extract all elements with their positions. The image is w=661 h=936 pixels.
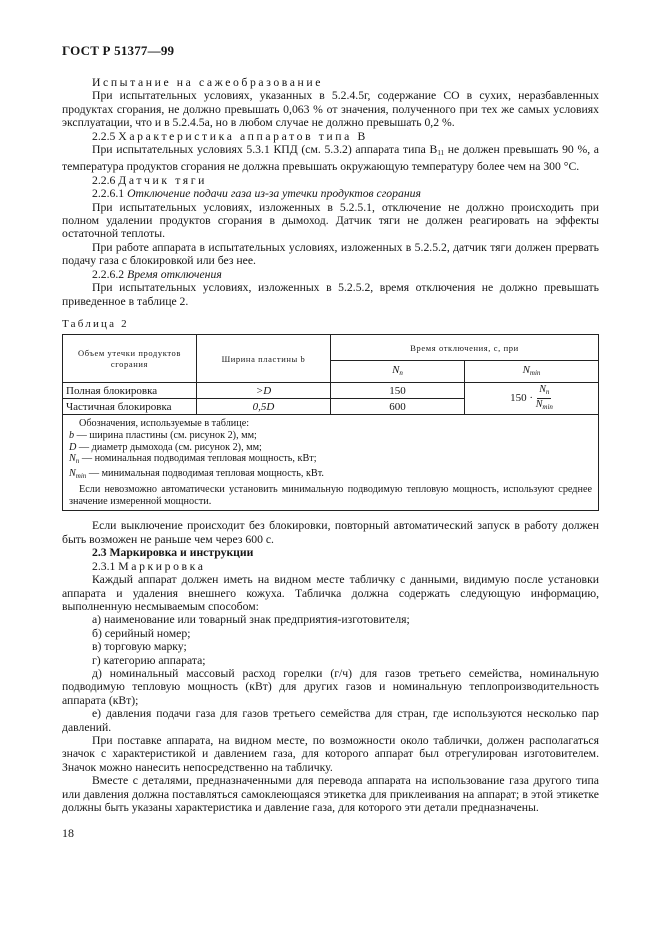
section-number: 2.2.6 <box>92 173 116 187</box>
subheader-nominal <box>331 361 465 383</box>
section-2-3-heading: 2.3 Маркировка и инструкции <box>92 546 254 560</box>
formula-coefficient: 150 · <box>510 392 533 405</box>
list-item-b: б) серийный номер; <box>92 626 191 640</box>
soot-heading: Испытание на сажеобразование <box>92 76 324 89</box>
symbol: D <box>69 441 77 453</box>
section-2-2-6-2-paragraph: При испытательных условиях, изложенных в 5.2.5.2, время отключения не должно превышать приведенное в таблице 2. <box>62 281 599 308</box>
table-caption: Таблица 2 <box>62 317 129 330</box>
row-plate-width: 0,5D <box>197 399 331 415</box>
note-n <box>69 453 592 468</box>
symbol: N <box>539 384 546 396</box>
fraction-numerator <box>537 384 551 399</box>
section-number: 2.3.1 <box>92 559 116 573</box>
fraction-denominator <box>536 399 553 413</box>
text-part: не должен превышать 90 %, а температура продуктов сгорания не должна превышать окружающую температуру более чем на 300 °C. <box>62 143 599 174</box>
row-label: Полная блокировка <box>63 383 197 399</box>
section-title: Характеристика аппаратов типа В <box>118 129 368 143</box>
note-text: — номинальная подводимая тепловая мощность, кВт; <box>79 453 317 465</box>
section-2-3-1-heading <box>62 560 599 573</box>
section-2-2-5-paragraph <box>62 143 599 174</box>
list-item-a: а) наименование или товарный знак предприятия-изготовителя; <box>92 613 410 627</box>
section-2-2-6-heading <box>62 174 599 187</box>
row-plate-width: >D <box>197 383 331 399</box>
list-item-v: в) торговую марку; <box>92 640 187 654</box>
column-header-leak-volume: Объем утечки продуктов сгорания <box>63 335 197 383</box>
subscript: 11 <box>437 149 445 158</box>
section-2-3-1-paragraph: Каждый аппарат должен иметь на видном месте табличку с данными, видимую после установки аппарата и удаления внешнего кожуха. Табличка должна содержать следующую информацию, выполненную несмываемым способом: <box>62 573 599 613</box>
note-text: — минимальная подводимая тепловая мощность, кВт. <box>86 467 324 479</box>
section-2-2-6-1-paragraph-2: При работе аппарата в испытательных условиях, изложенных в 5.2.5.2, датчик тяги должен прервать подачу газа с блокировкой или без нее. <box>62 240 599 268</box>
section-2-2-6-1-paragraph: При испытательных условиях, изложенных в 5.2.5.1, отключение не должно происходить при полном удалении продуктов сгорания в дымоход. Датчик тяги не должен реагировать на эффекты остаточной теплоты. <box>62 200 599 241</box>
list-item-e: е) давления подачи газа для газов третьего семейства для стран, где используются несколько пар давлений. <box>62 707 599 734</box>
symbol: N <box>522 364 530 377</box>
section-title: Датчик тяги <box>118 173 207 187</box>
delivery-paragraph: При поставке аппарата, на видном месте, по возможности около таблички, должен располагаться значок с характеристикой и давлением газа, для которого аппарат был отрегулирован изготовителем. Значок можно нанесить непосредственно на табличку. <box>62 733 599 774</box>
formula-fraction <box>536 384 553 413</box>
restart-paragraph: Если выключение происходит без блокировки, повторный автоматический запуск в работу должен быть возможен не раньше чем через 600 с. <box>62 519 599 546</box>
list-item-d: д) номинальный массовый расход горелки (г/ч) для газов третьего семейства, номинальную подводимую тепловую мощность (кВт) для других газов и номинальную теплопроизводительность аппарата (кВт); <box>62 666 599 707</box>
section-2-2-5-heading <box>62 130 599 143</box>
subscript: min <box>542 403 553 412</box>
section-2-2-6-2-heading <box>62 268 599 281</box>
row-label: Частичная блокировка <box>63 399 197 415</box>
row-time: 150 <box>331 383 465 399</box>
soot-paragraph: При испытательных условиях, указанных в 5.2.4.5г, содержание CO в сухих, неразбавленных продуктах сгорания, не должно превышать 0,063 % от значения, полученного при тех же самых условиях эксплуатации, что и в 5.2.4.5а, но в любом случае не должно превышать 0,2 %. <box>62 89 599 130</box>
column-header-shutoff-time: Время отключения, с, при <box>331 335 599 361</box>
section-title: Время отключения <box>127 267 222 281</box>
symbol: N <box>392 364 400 377</box>
note-text: — диаметр дымохода (см. рисунок 2), мм; <box>76 441 262 453</box>
text-part: При испытательных условиях 5.3.1 КПД (см. 5.3.2) аппарата типа B <box>92 143 438 157</box>
note-nmin <box>69 468 592 483</box>
parts-paragraph: Вместе с деталями, предназначенными для перевода аппарата на использование газа другого типа или давления должна поставляться самоклеющаяся этикетка для приклеивания на аппарат; в этой этикетке должны быть указаны характеристика и давление газа, для которого эти детали предназначены. <box>62 774 599 814</box>
subscript: min <box>529 369 541 378</box>
section-title: Отключение подачи газа из-за утечки продуктов сгорания <box>127 187 421 201</box>
note-last: Если невозможно автоматически установить минимальную подводимую тепловую мощность, используют среднее значение измеренной мощности. <box>69 484 592 507</box>
symbol: b <box>69 429 75 441</box>
section-title: Маркировка <box>118 559 206 573</box>
section-2-2-6-1-heading <box>62 187 599 200</box>
symbol: N <box>535 399 543 411</box>
subheader-minimum <box>465 361 599 383</box>
table-notes <box>63 415 599 511</box>
document-header: ГОСТ Р 51377—99 <box>62 43 175 58</box>
column-header-plate-width: Ширина пластины b <box>197 335 331 383</box>
note-text: — ширина пластины (см. рисунок 2), мм; <box>74 429 257 441</box>
section-number: 2.2.6.1 <box>92 187 125 201</box>
row-time: 600 <box>331 399 465 415</box>
symbol: N <box>69 467 76 479</box>
subscript: n <box>399 369 403 378</box>
subscript: n <box>75 457 80 466</box>
page-number: 18 <box>62 826 74 840</box>
table-2 <box>62 334 599 511</box>
section-number: 2.2.6.2 <box>92 267 125 281</box>
page-content <box>62 76 599 814</box>
subscript: min <box>75 471 87 480</box>
note-d <box>69 442 592 454</box>
symbol: N <box>69 453 76 465</box>
note-b <box>69 430 592 442</box>
notes-title: Обозначения, используемые в таблице: <box>79 418 250 430</box>
subscript: n <box>545 388 550 397</box>
formula-cell <box>465 383 599 415</box>
list-item-g: г) категорию аппарата; <box>92 653 206 667</box>
section-number: 2.2.5 <box>92 129 116 143</box>
